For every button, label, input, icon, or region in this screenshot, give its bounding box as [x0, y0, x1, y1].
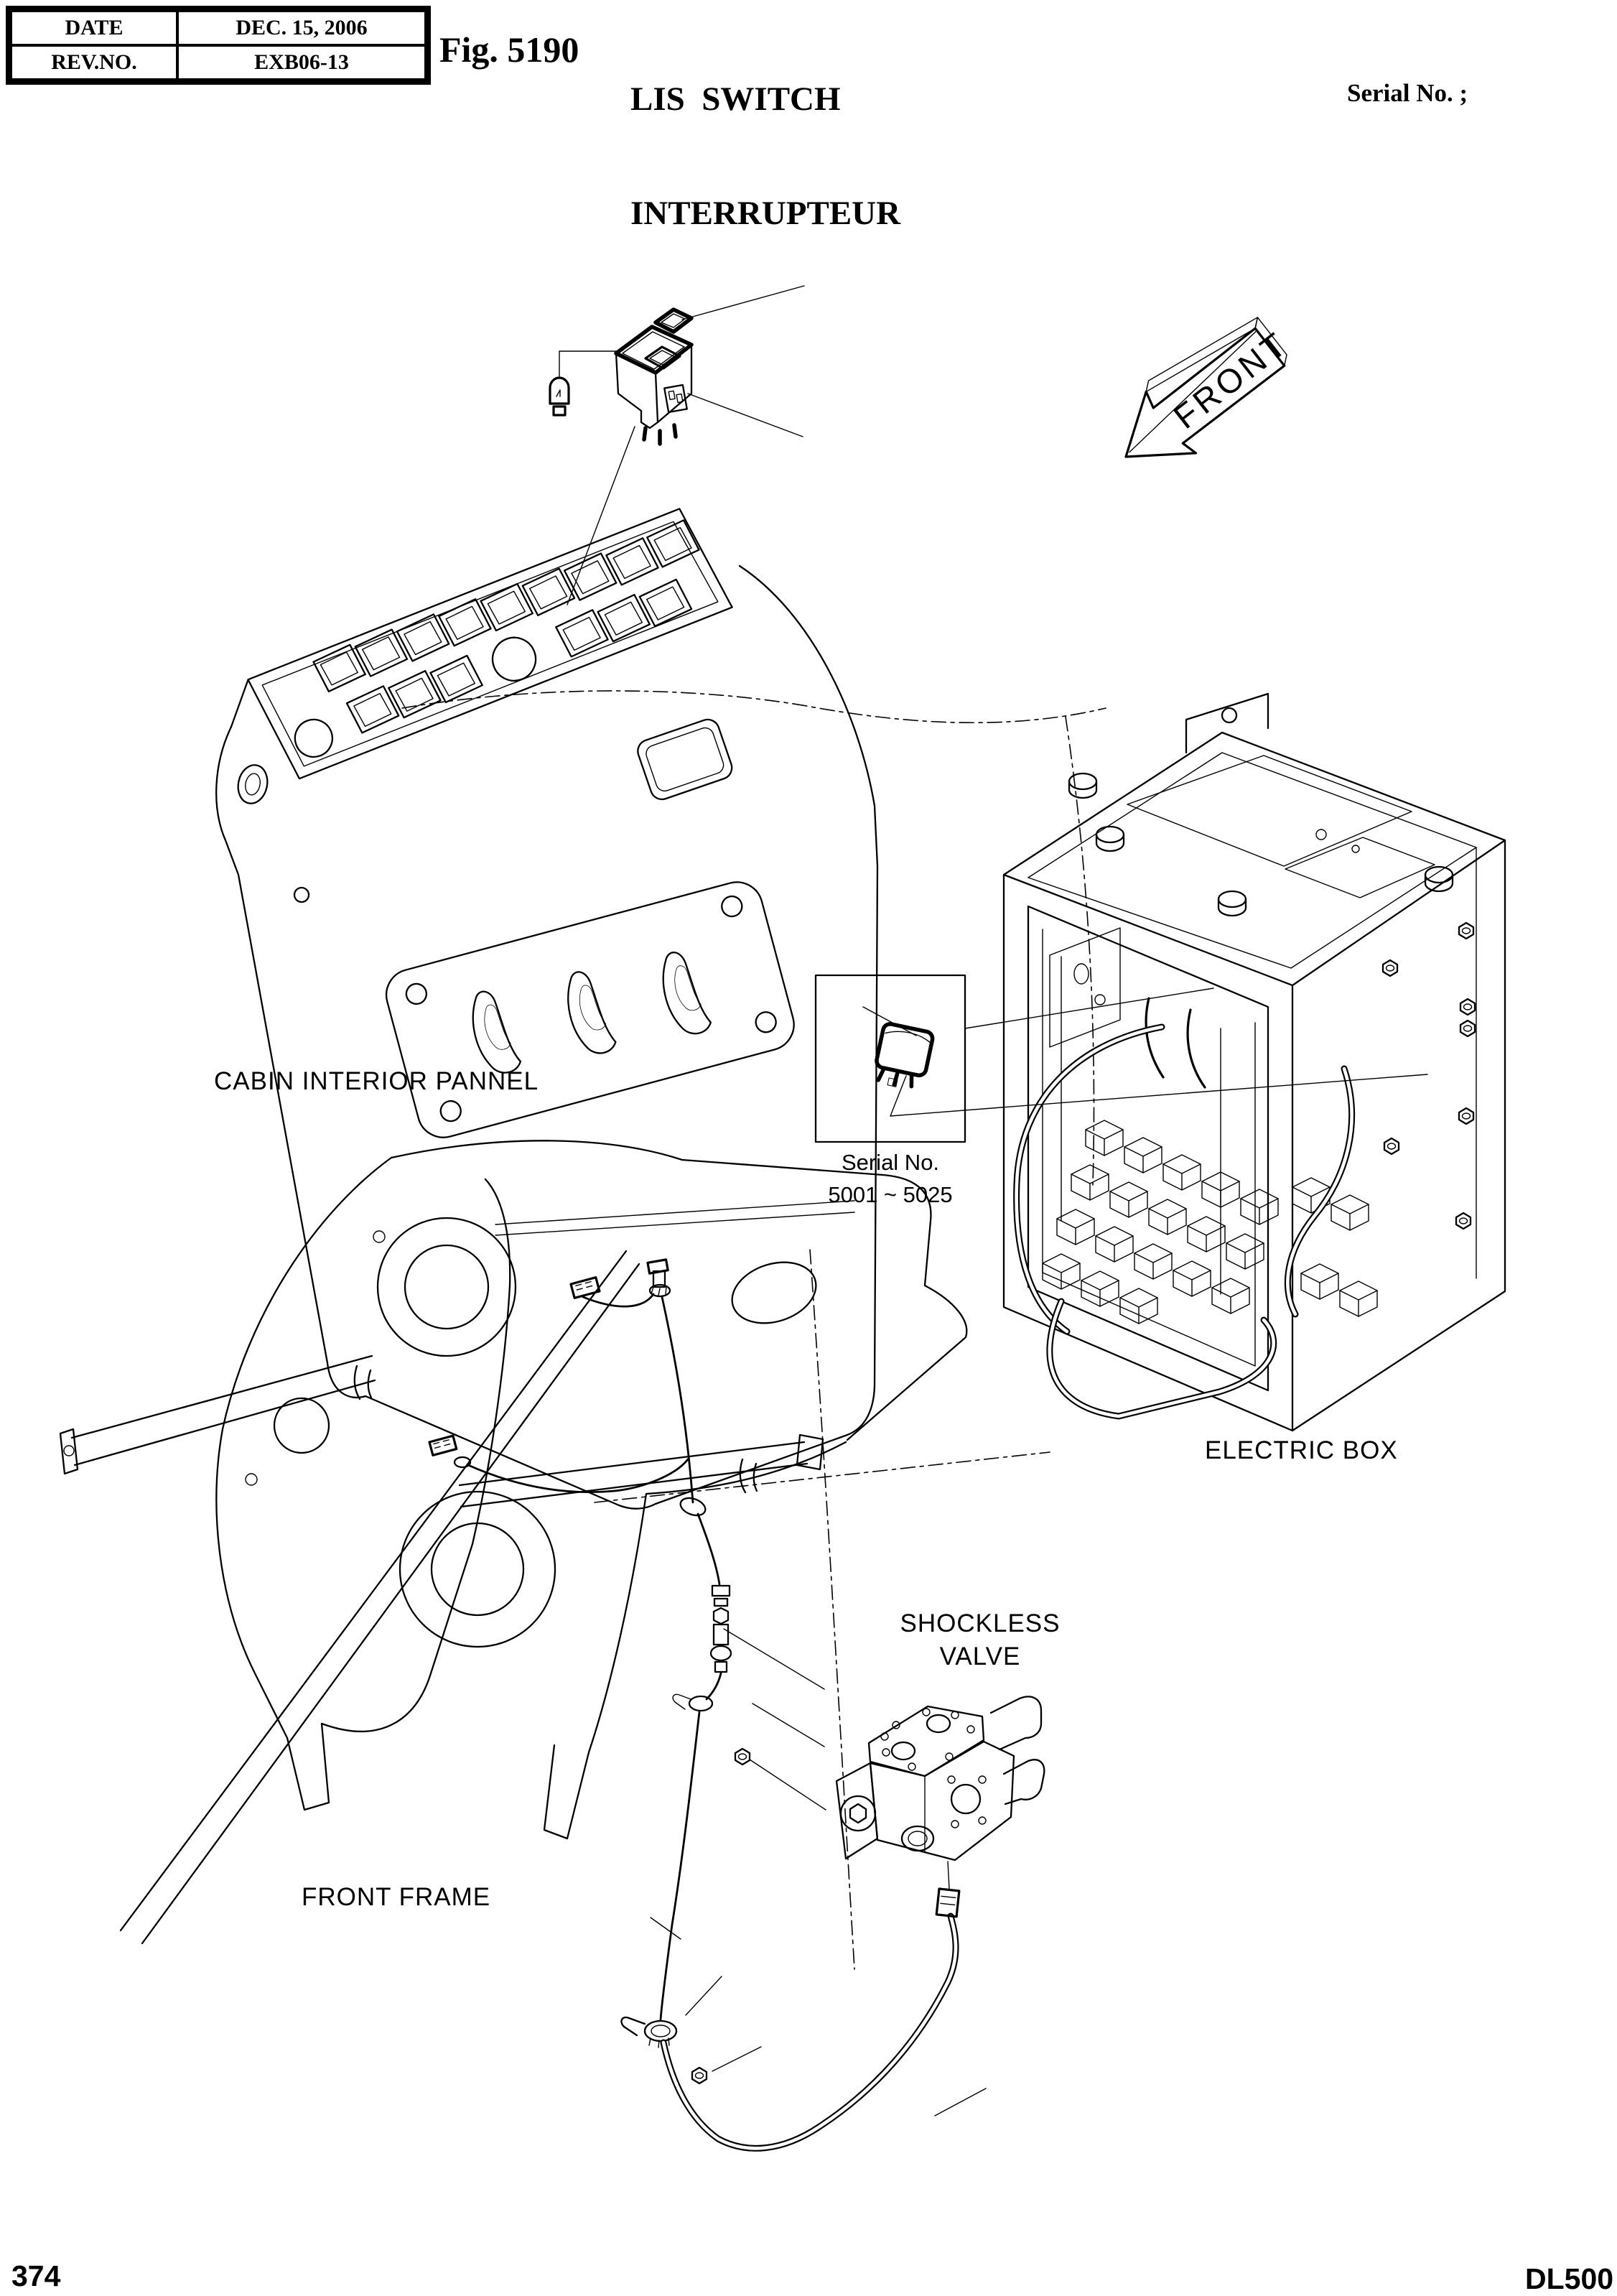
cabin-panel-drawing — [216, 503, 1106, 1509]
wiring-harness-drawing — [429, 1260, 959, 2149]
revision-table — [6, 6, 431, 85]
figure-number: Fig. 5190 — [439, 29, 579, 70]
revision-table-rev-label: REV.NO. — [11, 45, 177, 80]
serial-number-heading: Serial No. ; — [1347, 79, 1468, 107]
front-frame-label: FRONT FRAME — [302, 1883, 491, 1911]
page-number: 374 — [11, 2259, 61, 2292]
cabin-panel-label: CABIN INTERIOR PANNEL — [214, 1067, 539, 1095]
figure-title — [630, 4, 900, 309]
shockless-valve-drawing — [837, 1696, 1044, 1889]
electric-box-label: ELECTRIC BOX — [1205, 1436, 1398, 1464]
front-direction-arrow — [1098, 299, 1306, 488]
revision-table-rev-value: EXB06-13 — [177, 45, 426, 80]
front-frame-drawing — [60, 1140, 1050, 1969]
revision-table-date-label: DATE — [11, 11, 177, 45]
electric-box-drawing — [1004, 694, 1505, 1431]
serial-range-label-line1: Serial No. — [841, 1150, 940, 1175]
serial-range-label-line2: 5001 ~ 5025 — [828, 1182, 953, 1207]
lis-switch-drawing — [550, 286, 804, 605]
serial-inset-drawing — [816, 975, 1427, 1142]
shockless-valve-label-line2: VALVE — [939, 1642, 1021, 1670]
model-code: DL500 — [1525, 2262, 1614, 2295]
figure-title-french: INTERRUPTEUR — [630, 195, 901, 232]
shockless-valve-label — [847, 1607, 1113, 1673]
shockless-valve-label-line1: SHOCKLESS — [900, 1609, 1061, 1637]
figure-title-english: LIS SWITCH — [630, 80, 841, 118]
revision-table-date-value: DEC. 15, 2006 — [177, 11, 426, 45]
leader-lines — [651, 1629, 986, 2116]
serial-range-label — [803, 1146, 978, 1211]
front-arrow-label: FRONT — [1166, 323, 1296, 437]
